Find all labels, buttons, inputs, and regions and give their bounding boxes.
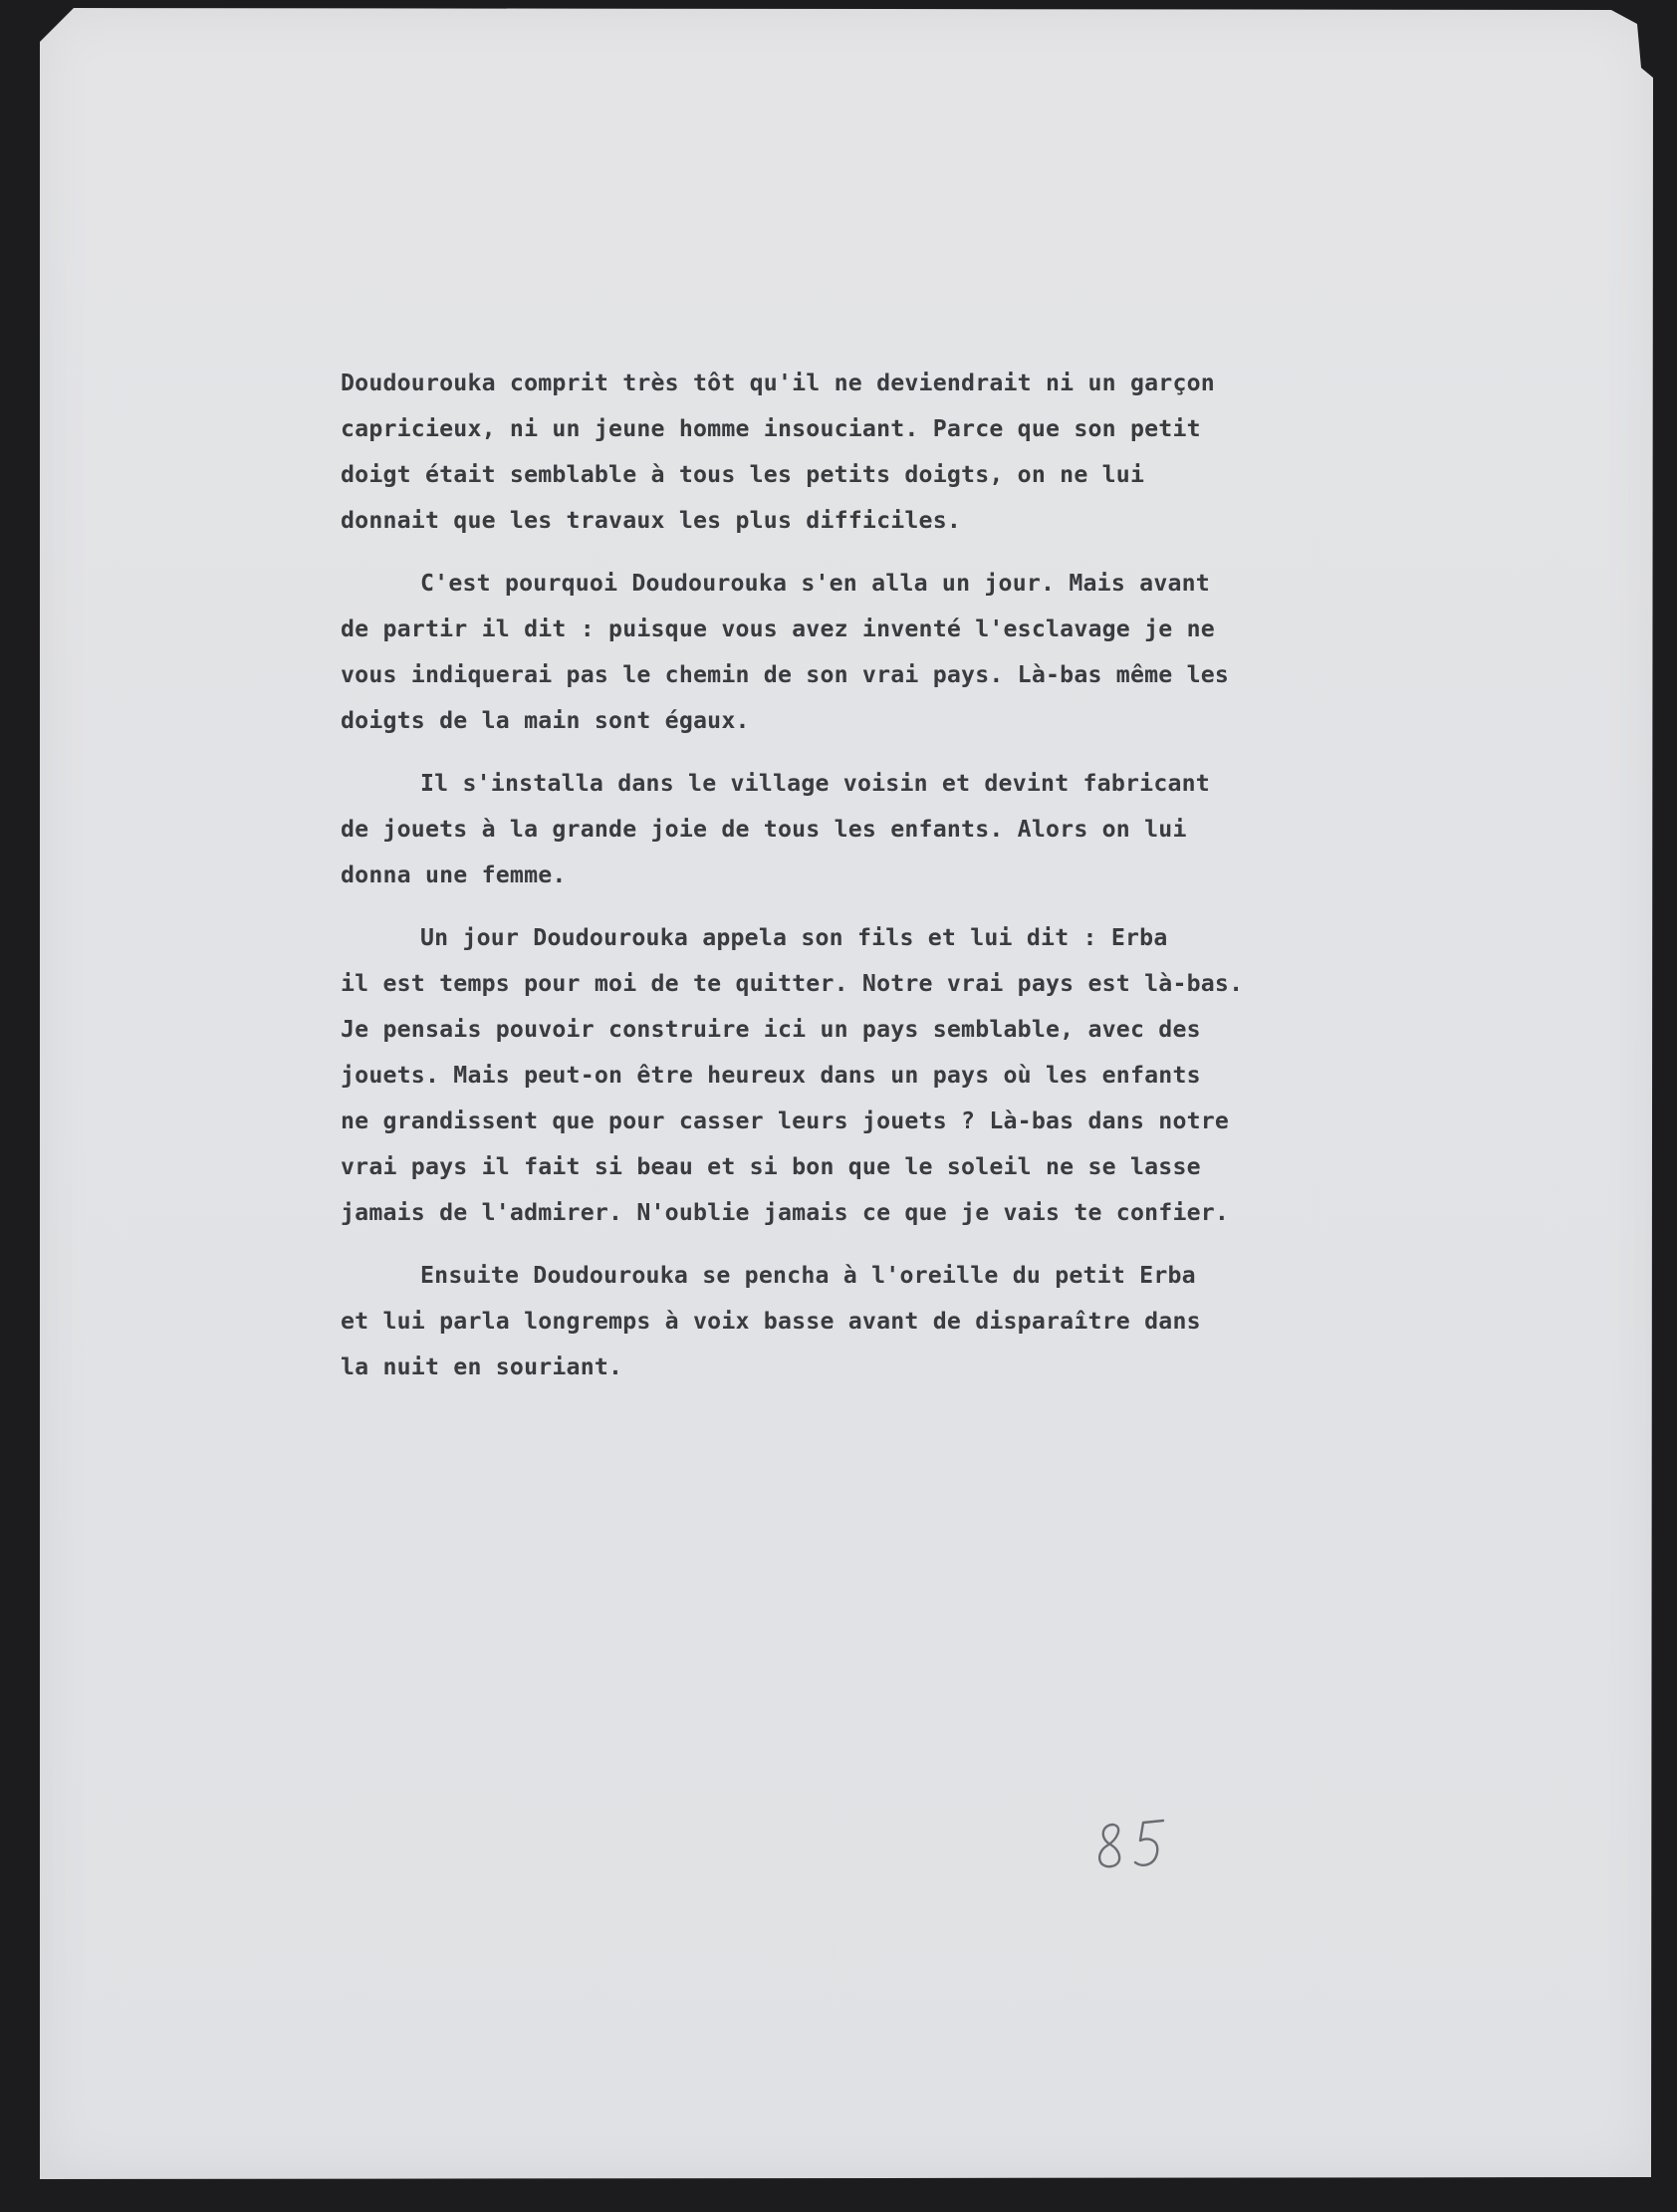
paragraph-3: Il s'installa dans le village voisin et devint fabricant de jouets à la grande joie de tous les enfants. Alors on lui donna une femme.	[341, 770, 1210, 888]
paragraph-5: Ensuite Doudourouka se pencha à l'oreille du petit Erba et lui parla longremps à voix basse avant de disparaître dans la nuit en souriant.	[341, 1262, 1201, 1380]
paragraph-2: C'est pourquoi Doudourouka s'en alla un jour. Mais avant de partir il dit : puisque vous avez inventé l'esclavage je ne vous indiquerai pas le chemin de son vrai pays. Là-bas même les doigts de la main sont égaux.	[341, 570, 1230, 734]
handwritten-page-number	[1083, 1813, 1183, 1892]
handwritten-page-number-mark	[1083, 1813, 1183, 1892]
paragraph-1: Doudourouka comprit très tôt qu'il ne deviendrait ni un garçon capricieux, ni un jeune homme insouciant. Parce que son petit doigt était semblable à tous les petits doigts, on ne lui donnait que les travaux les plus difficiles.	[341, 369, 1215, 534]
paragraph-4: Un jour Doudourouka appela son fils et lui dit : Erba il est temps pour moi de te quitter. Notre vrai pays est là-bas. Je pensais pouvoir construire ici un pays semblable, avec des jouets. Mais peut-on être heureux dans un pays où les enfants ne grandissent que pour casser leurs jouets ? Là-bas dans notre vrai pays il fait si beau et si bon que le soleil ne se lasse jamais de l'admirer. N'oublie jamais ce que je vais te confier.	[341, 924, 1244, 1226]
document-body	[341, 361, 1376, 1407]
